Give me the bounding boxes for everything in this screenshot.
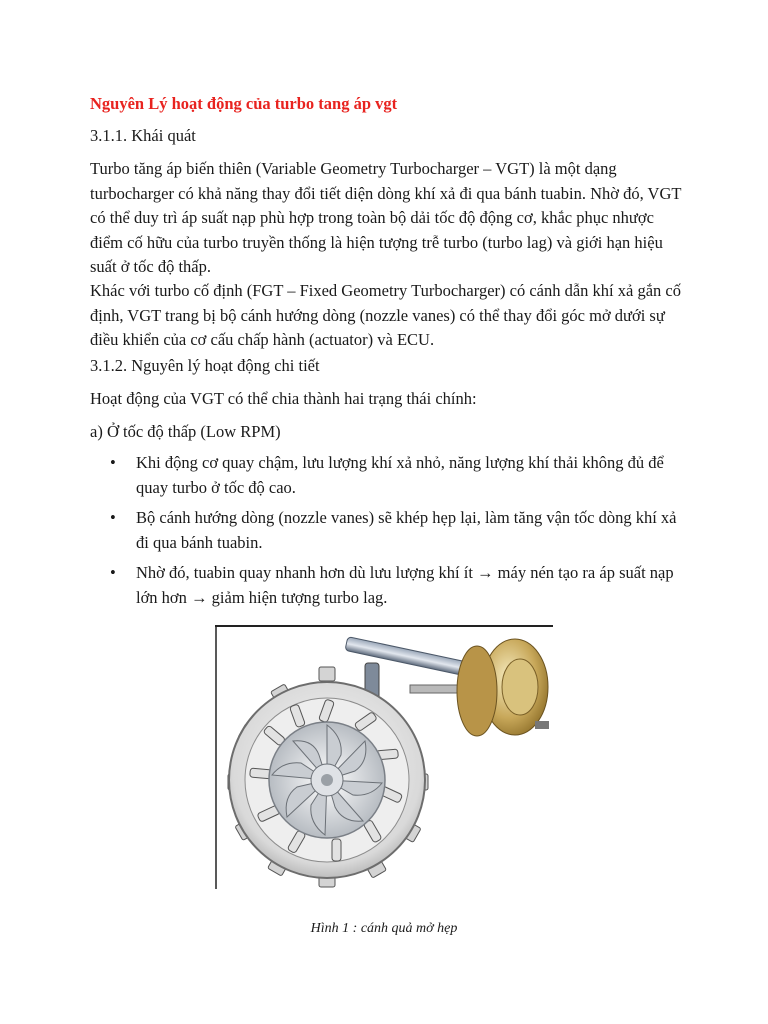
paragraph-fgt-comparison: Khác với turbo cố định (FGT – Fixed Geometry Turbocharger) có cánh dẫn khí xả gắn cố định, VGT trang bị bộ cánh hướng dòng (nozzle vanes) có thể thay đổi góc mở dưới sự điều khiển của cơ cấu chấp hành (actuator) và ECU.: [90, 281, 681, 349]
list-item: • Bộ cánh hướng dòng (nozzle vanes) sẽ khép hẹp lại, làm tăng vận tốc dòng khí xả đi qua bánh tuabin.: [110, 506, 690, 555]
vgt-turbine-illustration: [215, 625, 553, 889]
paragraph-states-intro: Hoạt động của VGT có thể chia thành hai trạng thái chính:: [90, 389, 477, 408]
list-item: • Khi động cơ quay chậm, lưu lượng khí xả nhỏ, năng lượng khí thải không đủ để quay turbo ở tốc độ cao.: [110, 451, 690, 500]
section-heading-3-1-1: 3.1.1. Khái quát: [90, 126, 196, 145]
list-item: • Nhờ đó, tuabin quay nhanh hơn dù lưu lượng khí ít → máy nén tạo ra áp suất nạp lớn hơn → giảm hiện tượng turbo lag.: [110, 561, 690, 610]
section-heading-3-1-2: 3.1.2. Nguyên lý hoạt động chi tiết: [90, 356, 320, 375]
doc-title: Nguyên Lý hoạt động của turbo tang áp vgt: [90, 94, 398, 113]
paragraph-overview: Turbo tăng áp biến thiên (Variable Geometry Turbocharger – VGT) là một dạng turbocharger có khả năng thay đổi tiết diện dòng khí xả đi qua bánh tuabin. Nhờ đó, VGT có thể duy trì áp suất nạp phù hợp trong toàn bộ dải tốc độ động cơ, khắc phục nhược điểm cố hữu của turbo truyền thống là hiện tượng trễ turbo (turbo lag) và giới hạn hiệu suất ở tốc độ thấp.: [90, 159, 682, 276]
figure-caption: Hình 1 : cánh quả mở hẹp: [310, 921, 458, 936]
subheading-low-rpm: a) Ở tốc độ thấp (Low RPM): [90, 422, 281, 441]
